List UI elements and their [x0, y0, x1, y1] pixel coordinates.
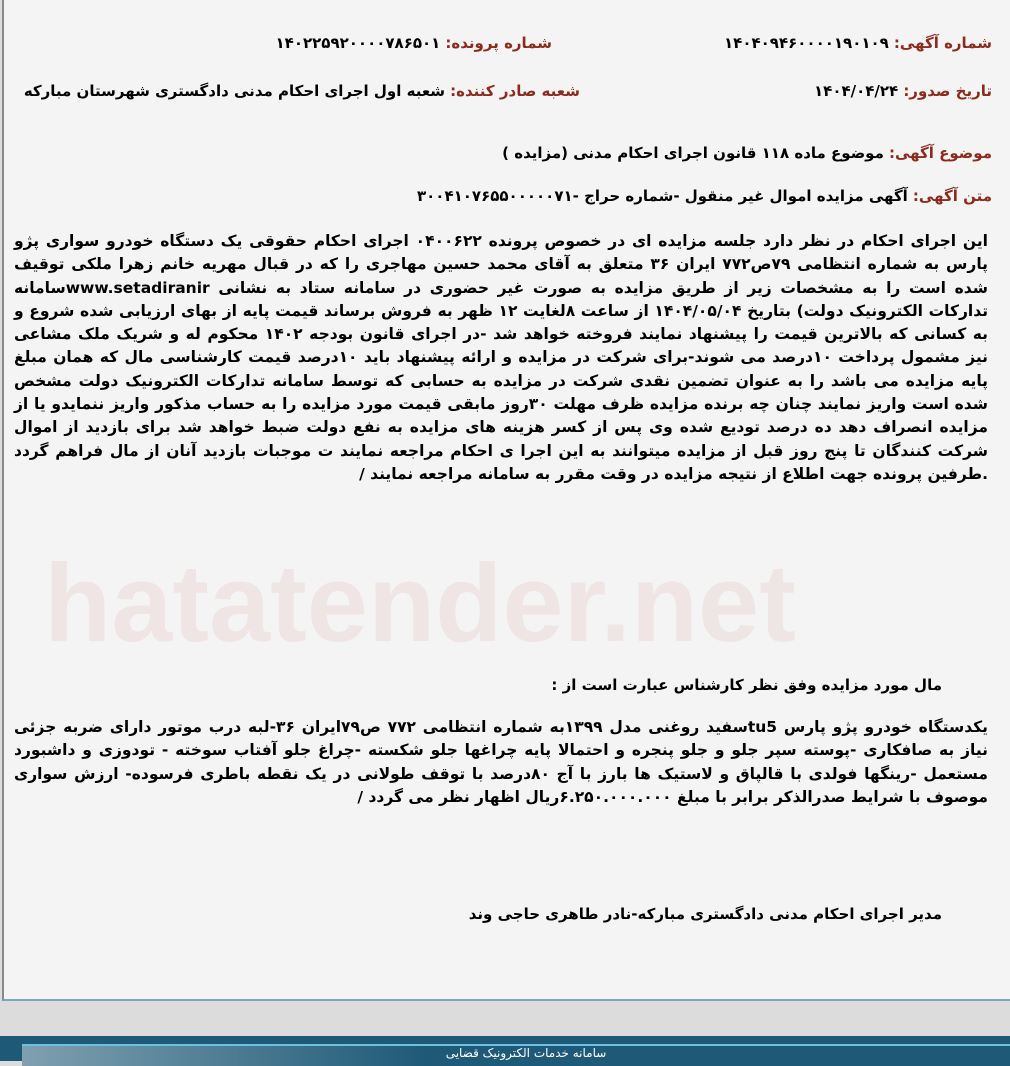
issuing-branch-label: شعبه صادر کننده: — [450, 82, 580, 100]
ad-number-row — [724, 33, 992, 52]
subject-label: موضوع آگهی: — [888, 144, 992, 162]
footer — [0, 1036, 1010, 1061]
case-number: ۱۴۰۲۲۵۹۲۰۰۰۰۷۸۶۵۰۱ — [275, 34, 441, 52]
issuing-branch-row — [24, 81, 580, 100]
item-description: یکدستگاه خودرو پژو پارس tu5سفید روغنی مدل ۱۳۹۹به شماره انتظامی ۷۷۲ ص۷۹ایران ۳۶-لبه درب موتور دارای ضربه جزئی نیاز به صافکاری -پوسته سپر جلو و جلو پنجره و احتمالا پایه چراغها جلو شکسته -چراغ جلو آفتاب سوخته - تودوزی و داشبورد مستعمل -رینگها فولدی با قالپاق و لاستیک ها بارز با آج ۸۰درصد با توقف طولانی در یک نقطه باطری فرسوده- ارزش سواری موصوف با شرایط صدرالذکر برابر با مبلغ ۶.۲۵۰.۰۰۰.۰۰۰ریال اظهار نظر می گردد / — [14, 718, 989, 806]
notice-body: این اجرای احکام در نظر دارد جلسه مزایده ای در خصوص پرونده ۰۴۰۰۶۲۲ اجرای احکام حقوقی یک دستگاه خودرو سواری پژو پارس به شماره انتظامی ۷۹ص۷۷۲ ایران ۳۶ متعلق به آقای محمد حسین مهاجری را که در قبال مهریه خانم زهرا ملکی توقیف شده است را به مشخصات زیر از طریق مزایده به صورت غیر حضوری در سامانه ستاد به نشانی www.setadiranirسامانه تدارکات الکترونیک دولت) بتاریخ ۱۴۰۴/۰۵/۰۴ از ساعت ۸لغایت ۱۲ ظهر به فروش برساند قیمت پایه از بهای ارزیابی شده شروع و به کسانی که بالاترین قیمت را پیشنهاد نمایند فروخته خواهد شد -در اجرای قانون بودجه ۱۴۰۲ محکوم له و شریک ملک مشاعی نیز مشمول پرداخت ۱۰درصد می شوند-برای شرکت در مزایده و ارائه پیشنهاد باید ۱۰درصد قیمت کارشناسی مال که همان مبلغ پایه مزایده می باشد را به عنوان تضمین نقدی شرکت در مزایده به حسابی که توسط سامانه تدارکات الکترونیک دولت مشخص شده است واریز نمایند چنان چه برنده مزایده ظرف مهلت ۳۰روز مابقی قیمت مورد مزایده را به حساب مذکور واریز ننمایدو یا از مزایده انصراف دهد ده درصد تودیع شده وی پس از کسر هزینه های مزایده به نفع دولت ضبط خواهد شد برای بازدید از اموال شرکت کنندگان تا پنج روز قبل از مزایده میتوانند به این اجرا ی احکام مراجعه نمایند ت موجبات بازدید آنان از مال فراهم گردد .طرفین پرونده جهت اطلاع از نتیجه مزایده در وقت مقرر به سامانه مراجعه نمایند / — [14, 232, 989, 483]
footer-text: سامانه خدمات الکترونیک قضایی — [22, 1044, 1010, 1066]
subject-row — [502, 143, 992, 162]
watermark-logo: hatatender.net — [44, 542, 796, 665]
issue-date: ۱۴۰۴/۰۴/۲۴ — [814, 82, 899, 100]
case-number-label: شماره پرونده: — [445, 34, 552, 52]
expert-heading: مال مورد مزایده وفق نظر کارشناس عبارت است از : — [551, 676, 942, 694]
ad-number: ۱۴۰۴۰۹۴۶۰۰۰۰۱۹۰۱۰۹ — [724, 34, 889, 52]
issue-date-row — [814, 81, 992, 100]
text-title-row — [417, 186, 992, 205]
signature: مدیر اجرای احکام مدنی دادگستری مبارکه-نادر طاهری حاجی وند — [468, 905, 942, 923]
issuing-branch: شعبه اول اجرای احکام مدنی دادگستری شهرستان مبارکه — [23, 82, 446, 100]
text-label: متن آگهی: — [912, 187, 992, 205]
issue-date-label: تاریخ صدور: — [903, 82, 992, 100]
subject: موضوع ماده ۱۱۸ قانون اجرای احکام مدنی (مزایده ) — [502, 144, 884, 162]
text-title: آگهی مزایده اموال غیر منقول -شماره حراج -۳۰۰۴۱۰۷۶۵۵۰۰۰۰۰۷۱ — [416, 187, 908, 205]
notice-panel — [2, 0, 1010, 1001]
ad-number-label: شماره آگهی: — [893, 34, 992, 52]
case-number-row — [276, 33, 552, 52]
